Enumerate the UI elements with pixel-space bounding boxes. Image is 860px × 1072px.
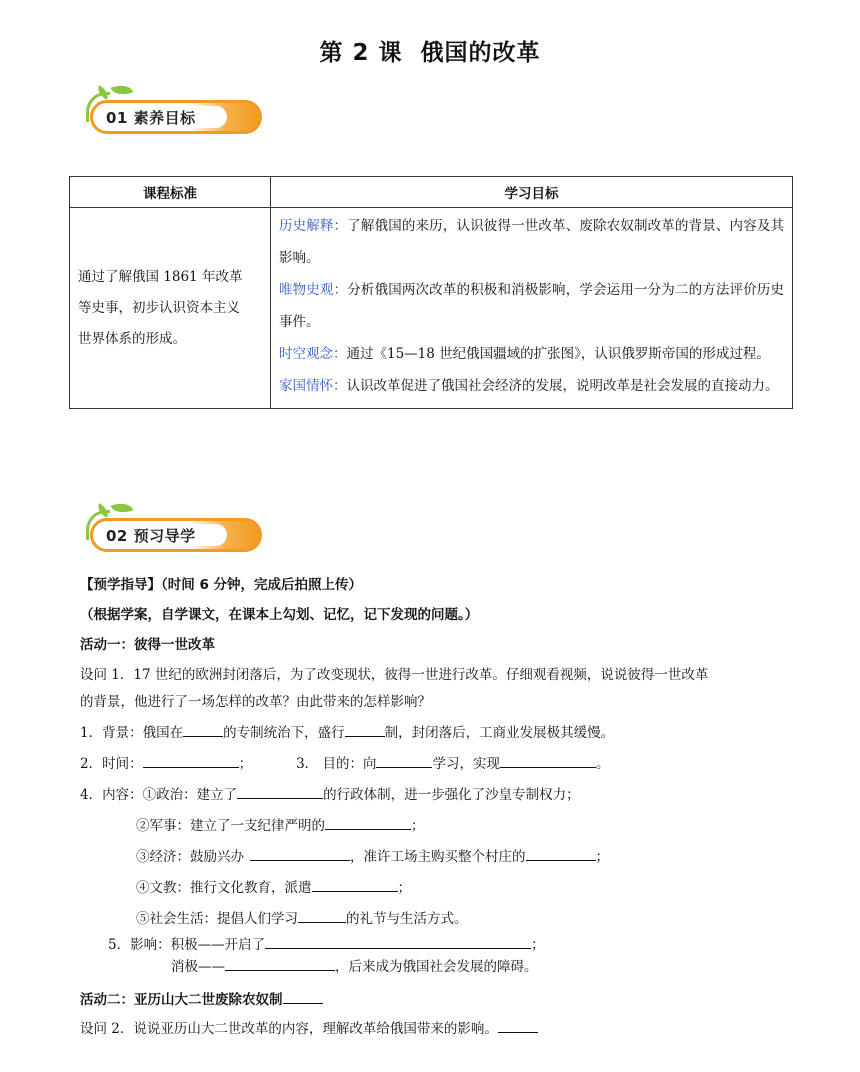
section-label: 02 预习导学 <box>106 527 196 545</box>
leaf-icon <box>111 499 134 517</box>
fill-blank[interactable] <box>143 753 239 768</box>
fill-blank[interactable] <box>225 956 335 971</box>
activity-2-title: 活动二：亚历山大二世废除农奴制 <box>80 989 323 1010</box>
page-title: 第 2 课 俄国的改革 <box>319 40 541 66</box>
military-line: ②军事：建立了一支纪律严明的 ； <box>136 815 425 836</box>
fill-blank[interactable] <box>312 877 398 892</box>
question-1-cont: 的背景，他进行了一场怎样的改革？由此带来的怎样影响？ <box>80 694 431 710</box>
learning-goals-cell <box>271 208 793 409</box>
social-line: ⑤社会生活：提倡人们学习 的礼节与生活方式。 <box>136 908 468 929</box>
goal-item: 历史解释：了解俄国的来历，认识彼得一世改革、废除农奴制改革的背景、内容及其影响。 <box>279 218 785 266</box>
fill-blank[interactable] <box>325 815 411 830</box>
fill-blank[interactable] <box>526 846 596 861</box>
fill-blank[interactable] <box>265 934 531 949</box>
activity-1-title: 活动一：彼得一世改革 <box>80 637 215 653</box>
section-banner-preview <box>76 500 266 558</box>
content-line: 4．内容：①政治：建立了 的行政体制，进一步强化了沙皇专制权力； <box>80 784 580 805</box>
section-banner-goals <box>76 82 266 140</box>
fill-blank[interactable] <box>345 722 385 737</box>
goal-item: 家国情怀：认识改革促进了俄国社会经济的发展，说明改革是社会发展的直接动力。 <box>279 378 779 394</box>
fill-blank[interactable] <box>498 1018 538 1033</box>
table-header: 学习目标 <box>271 177 793 208</box>
goals-table <box>69 176 793 409</box>
guide-heading: 【预学指导】（时间 6 分钟，完成后拍照上传） <box>80 577 363 593</box>
culture-line: ④文教：推行文化教育，派遣 ； <box>136 877 411 898</box>
impact-negative-line: 消极—— ，后来成为俄国社会发展的障碍。 <box>171 956 538 977</box>
background-line: 1．背景：俄国在 的专制统治下，盛行 制，封闭落后，工商业发展极其缓慢。 <box>80 722 614 743</box>
table-header: 课程标准 <box>70 177 271 208</box>
fill-blank[interactable] <box>250 846 350 861</box>
leaf-icon <box>111 81 134 99</box>
fill-blank[interactable] <box>500 753 596 768</box>
goal-item: 唯物史观：分析俄国两次改革的积极和消极影响，学会运用一分为二的方法评价历史事件。 <box>279 282 785 330</box>
goal-item: 时空观念：通过《15—18 世纪俄国疆域的扩张图》，认识俄罗斯帝国的形成过程。 <box>279 346 770 362</box>
guide-note: （根据学案，自学课文，在课本上勾划、记忆，记下发现的问题。） <box>80 607 479 623</box>
question-2: 设问 2．说说亚历山大二世改革的内容，理解改革给俄国带来的影响。 <box>80 1018 538 1039</box>
course-standard-cell: 通过了解俄国 1861 年改革 等史事，初步认识资本主义 世界体系的形成。 <box>70 208 271 409</box>
fill-blank[interactable] <box>283 989 323 1004</box>
fill-blank[interactable] <box>183 722 223 737</box>
impact-positive-line: 5．影响：积极——开启了 ； <box>108 934 545 955</box>
fill-blank[interactable] <box>298 908 346 923</box>
question-1: 设问 1．17 世纪的欧洲封闭落后，为了改变现状，彼得一世进行改革。仔细观看视频，说说彼得一世改革 <box>80 667 709 683</box>
fill-blank[interactable] <box>237 784 323 799</box>
fill-blank[interactable] <box>376 753 432 768</box>
time-purpose-line: 2．时间： ； 3． 目的：向 学习，实现 。 <box>80 753 609 774</box>
economy-line: ③经济：鼓励兴办 ，准许工场主购买整个村庄的 ； <box>136 846 609 867</box>
section-label: 01 素养目标 <box>106 109 196 127</box>
